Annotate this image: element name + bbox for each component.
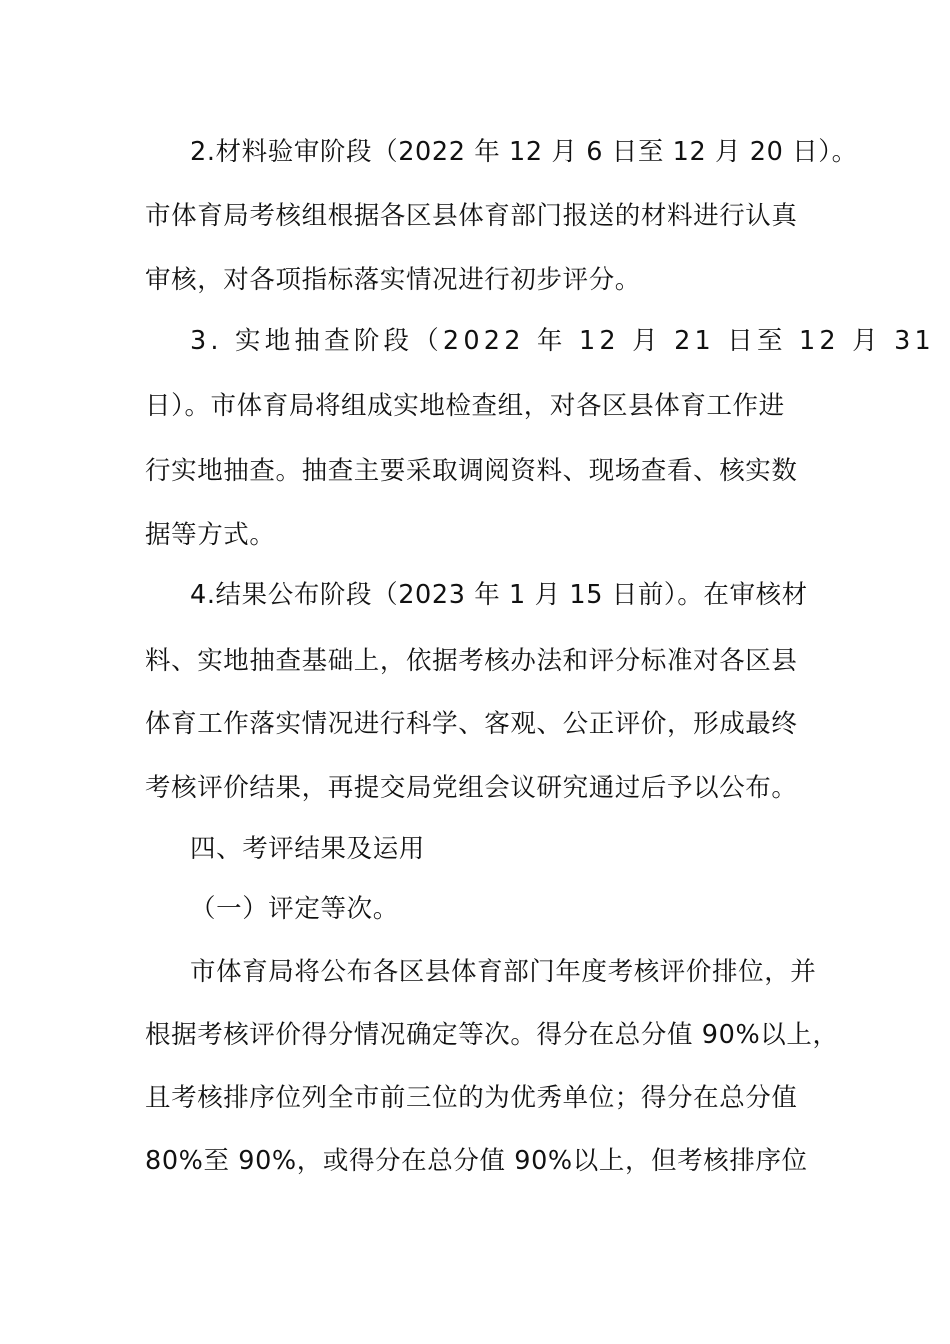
paragraph-stage-3-line-4: 据等方式。 <box>145 520 276 550</box>
paragraph-grading-line-3: 且考核排序位列全市前三位的为优秀单位；得分在总分值 <box>145 1083 798 1113</box>
paragraph-stage-4-line-2: 料、实地抽查基础上，依据考核办法和评分标准对各区县 <box>145 646 798 676</box>
paragraph-grading-line-1: 市体育局将公布各区县体育部门年度考核评价排位，并 <box>190 957 817 987</box>
paragraph-stage-4-line-3: 体育工作落实情况进行科学、客观、公正评价，形成最终 <box>145 709 798 739</box>
paragraph-stage-2-line-2: 市体育局考核组根据各区县体育部门报送的材料进行认真 <box>145 201 798 231</box>
paragraph-stage-4-line-4: 考核评价结果，再提交局党组会议研究通过后予以公布。 <box>145 773 798 803</box>
paragraph-stage-4-line-1: 4.结果公布阶段（2023 年 1 月 15 日前）。在审核材 <box>190 580 808 610</box>
paragraph-stage-2-line-1: 2.材料验审阶段（2022 年 12 月 6 日至 12 月 20 日）。 <box>190 137 858 167</box>
paragraph-stage-3-line-2: 日）。市体育局将组成实地检查组，对各区县体育工作进 <box>145 391 785 421</box>
paragraph-stage-3-line-3: 行实地抽查。抽查主要采取调阅资料、现场查看、核实数 <box>145 456 798 486</box>
paragraph-stage-2-line-3: 审核，对各项指标落实情况进行初步评分。 <box>145 265 641 295</box>
paragraph-grading-line-2: 根据考核评价得分情况确定等次。得分在总分值 90%以上， <box>145 1020 839 1050</box>
paragraph-stage-3-line-1: 3. 实地抽查阶段（2022 年 12 月 21 日至 12 月 31 <box>190 326 935 356</box>
subsection-heading-1: （一）评定等次。 <box>190 894 399 924</box>
section-heading-4: 四、考评结果及运用 <box>190 834 425 864</box>
paragraph-grading-line-4: 80%至 90%，或得分在总分值 90%以上，但考核排序位 <box>145 1146 808 1176</box>
